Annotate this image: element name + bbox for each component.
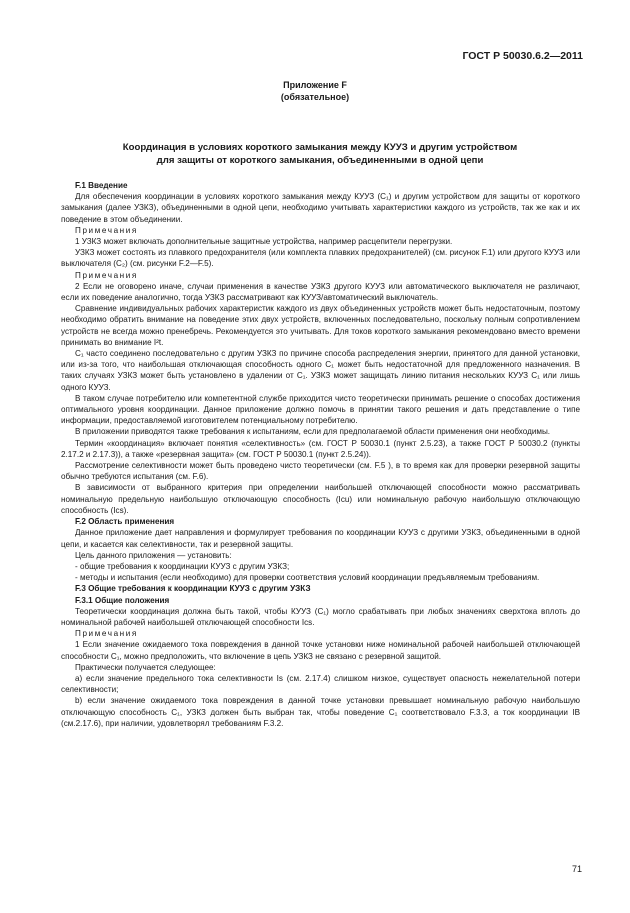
body-paragraph: - общие требования к координации КУУЗ с другим УЗКЗ; <box>75 561 290 571</box>
body-paragraph: Для обеспечения координации в условиях короткого замыкания между КУУЗ (C₁) и другим устройством для защиты от короткого замыкания (далее УЗКЗ), объединенными в одной цепи, необходимо учитывать характеристики каждого из устройств, так же как и их поведение в этом объединении. <box>61 192 580 224</box>
section-heading: F.2 Область применения <box>75 517 175 527</box>
body-paragraph: C₁ часто соединено последовательно с другим УЗКЗ по причине способа распределения энергии, принятого для данной установки, или из-за того, что наибольшая отключающая способность одного C₁ может быть недостаточной для предложенного назначения. В таких случаях УЗКЗ может быть установлено в удалении от C₁. УЗКЗ может защищать линию питания нескольких КУУЗ C₁ или лишь одного КУУЗ. <box>61 349 580 392</box>
section-heading: F.1 Введение <box>75 181 128 190</box>
notes-label: Примечания <box>75 270 138 280</box>
body-paragraph: Цель данного приложения — установить: <box>75 550 232 560</box>
body-paragraph: Рассмотрение селективности может быть проведено чисто теоретически (см. F.5 ), в то время как для проверки резервной защиты обычно требуются испытания (см. F.6). <box>61 461 580 482</box>
body-paragraph: УЗКЗ может состоять из плавкого предохранителя (или комплекта плавких предохранителей) (см. рисунок F.1) или другого КУУЗ или выключателя (C₂) (см. рисунки F.2—F.5). <box>61 248 580 269</box>
document-title <box>60 141 580 167</box>
annex-status: (обязательное) <box>280 92 350 102</box>
section-heading: F.3 Общие требования к координации КУУЗ с другим УЗКЗ <box>75 584 311 594</box>
standard-header: ГОСТ Р 50030.6.2—2011 <box>462 50 583 62</box>
section-heading: F.3.1 Общие положения <box>75 595 170 605</box>
annex-title: Приложение F <box>283 80 347 90</box>
annex-heading <box>0 79 630 103</box>
body-paragraph: В таком случае потребителю или компетентной службе приходится чисто теоретически принимать решение о способах достижения оптимального уровня координации. Данное приложение должно помочь в принятии такого решения и дать представление о типе информации, предоставляемой изготовителем потенциальному потребителю. <box>61 393 580 426</box>
body-paragraph: b) если значение ожидаемого тока повреждения в данной точке установки превышает номинальную рабочую наибольшую отключающую способность C₁, УЗКЗ должен быть выбран так, чтобы поведение C₁ соответствовало F.3.3, а ток координации IB (см.2.17.6), при наличии, удовлетворял требованиям F.3.2. <box>61 696 580 728</box>
notes-label: Примечания <box>75 225 138 235</box>
document-body <box>61 180 580 729</box>
body-paragraph: а) если значение предельного тока селективности Is (см. 2.17.4) слишком низкое, существует опасность нежелательной потери селективности; <box>61 673 580 695</box>
body-paragraph: Теоретически координация должна быть такой, чтобы КУУЗ (C₁) могло срабатывать при любых значениях сверхтока вплоть до номинальной рабочей наибольшей отключающей способности Ics. <box>61 606 580 627</box>
body-paragraph: Практически получается следующее: <box>75 662 216 672</box>
body-paragraph: - методы и испытания (если необходимо) для проверки соответствия условий координации предъявляемым требованиям. <box>75 573 540 583</box>
body-paragraph: В приложении приводятся также требования к испытаниям, если для предполагаемой области применения они необходимы. <box>75 427 551 437</box>
body-paragraph: Сравнение индивидуальных рабочих характеристик каждого из двух объединенных устройств может быть недостаточным, поэтому необходимо обратить внимание на поведение этих двух устройств, включенных последовательно, поскольку полным сопротивлением устройств не всегда можно пренебречь. Рекомендуется это учитывать. Для токов короткого замыкания рекомендовано вместо времени принимать во внимание I²t. <box>61 304 580 347</box>
body-paragraph: 1 Если значение ожидаемого тока повреждения в данной точке установки ниже номинальной рабочей наибольшей отключающей способности C₁, можно предположить, что включение в цепь УЗКЗ не связано с резервной защитой. <box>61 640 580 661</box>
page-number: 71 <box>571 864 582 874</box>
title-line-1: Координация в условиях короткого замыкания между КУУЗ и другим устройством <box>122 142 518 153</box>
notes-label: Примечания <box>75 629 138 639</box>
title-line-2: для защиты от короткого замыкания, объединенными в одной цепи <box>156 155 484 166</box>
body-paragraph: В зависимости от выбранного критерия при определении наибольшей отключающей способности можно рассматривать номинальную предельную наибольшую отключающую способность (Icu) или номинальную рабочую наибольшую отключающую способность (Ics). <box>61 483 580 515</box>
body-paragraph: Данное приложение дает направления и формулирует требования по координации КУУЗ с другими УЗКЗ, объединенными в одной цепи, и касается как селективности, так и резервной защиты. <box>61 528 580 549</box>
body-paragraph: 2 Если не оговорено иначе, случаи применения в качестве УЗКЗ другого КУУЗ или автоматического выключателя не различают, если их поведение аналогично, тогда УЗКЗ рассматривают как КУУЗ/автоматический выключатель. <box>61 281 580 303</box>
body-paragraph: Термин «координация» включает понятия «селективность» (см. ГОСТ Р 50030.1 (пункт 2.5.23), а также ГОСТ Р 50030.2 (пункты 2.17.2 и 2.17.3)), а также «резервная защита» (см. ГОСТ Р 50030.1 (пункт 2.5.24)). <box>61 438 580 459</box>
body-paragraph: 1 УЗКЗ может включать дополнительные защитные устройства, например расцепители перегрузки. <box>75 237 453 247</box>
